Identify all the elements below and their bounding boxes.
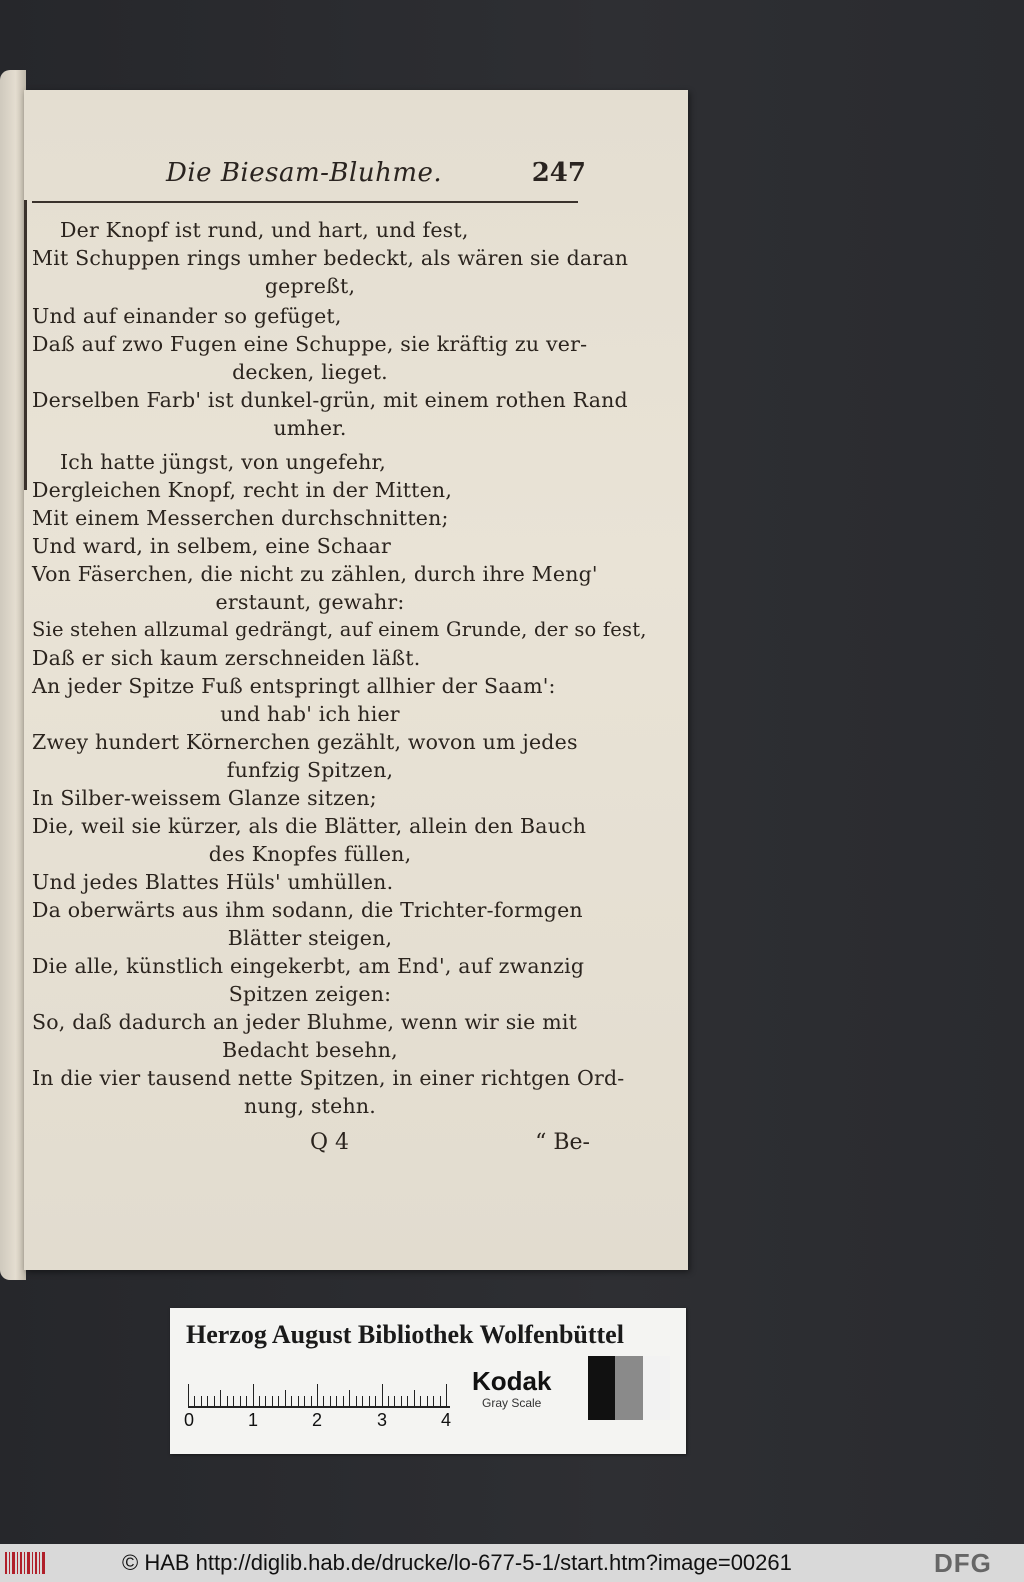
ruler-tick — [420, 1396, 421, 1406]
text-line: des Knopfes füllen, — [208, 842, 412, 866]
gray-swatch — [615, 1356, 642, 1420]
text-line: Von Fäserchen, die nicht zu zählen, durch ihre Meng' — [32, 562, 598, 586]
text-line: Mit Schuppen rings umher bedeckt, als wären sie daran — [32, 246, 629, 270]
ruler-tick — [298, 1396, 299, 1406]
ruler-tick — [440, 1396, 441, 1406]
ruler-tick — [304, 1396, 305, 1406]
ruler-tick — [336, 1396, 337, 1406]
ruler-label: 3 — [377, 1410, 388, 1430]
text-line: Bedacht besehn, — [222, 1038, 398, 1062]
text-line: Blätter steigen, — [227, 926, 393, 950]
ruler-tick — [259, 1396, 260, 1406]
ruler-tick — [291, 1396, 292, 1406]
text-line: Dergleichen Knopf, recht in der Mitten, — [32, 478, 453, 502]
ruler-tick — [188, 1384, 189, 1406]
kodak-logo: Kodak — [472, 1366, 552, 1396]
ruler-tick — [272, 1396, 273, 1406]
ruler-label: 4 — [441, 1410, 452, 1430]
text-line: Sie stehen allzumal gedrängt, auf einem Grunde, der so fest, — [32, 618, 647, 641]
text-line: Und auf einander so gefüget, — [32, 304, 342, 328]
text-line: Die, weil sie kürzer, als die Blätter, allein den Bauch — [32, 814, 587, 838]
ruler-tick — [375, 1396, 376, 1406]
ruler-label: 2 — [312, 1410, 323, 1430]
text-line: Die alle, künstlich eingekerbt, am End', auf zwanzig — [32, 954, 585, 978]
text-line: gepreßt, — [264, 274, 356, 298]
ruler-tick — [201, 1396, 202, 1406]
ruler-tick — [317, 1384, 318, 1406]
source-url: © HAB http://diglib.hab.de/drucke/lo-677-5-1/start.htm?image=00261 — [122, 1550, 792, 1575]
ruler-label: 1 — [248, 1410, 259, 1430]
text-line: nung, stehn. — [244, 1094, 376, 1118]
ruler-tick — [362, 1396, 363, 1406]
ruler-tick — [233, 1396, 234, 1406]
text-line: Spitzen zeigen: — [228, 982, 392, 1006]
ruler-tick — [214, 1396, 215, 1406]
page-header — [166, 158, 586, 198]
ruler-tick — [356, 1396, 357, 1406]
catchword: “ Be- — [535, 1130, 590, 1155]
dfg-logo: DFG — [934, 1548, 992, 1578]
ruler-tick — [194, 1396, 195, 1406]
ruler-tick — [427, 1396, 428, 1406]
ruler-tick — [407, 1396, 408, 1406]
ruler-tick — [278, 1396, 279, 1406]
ruler-tick — [265, 1396, 266, 1406]
ruler-tick — [394, 1396, 395, 1406]
text-line: Daß auf zwo Fugen eine Schuppe, sie kräftig zu ver- — [32, 332, 588, 356]
ruler-tick — [323, 1396, 324, 1406]
ruler-tick — [311, 1396, 312, 1406]
color-scale-card — [170, 1308, 686, 1454]
text-line: Ich hatte jüngst, von ungefehr, — [60, 450, 387, 474]
book-page — [24, 90, 688, 1270]
text-line: So, daß dadurch an jeder Bluhme, wenn wir sie mit — [32, 1010, 578, 1034]
ruler-tick — [433, 1396, 434, 1406]
ruler-baseline — [188, 1406, 450, 1408]
barcode-icon — [4, 1550, 48, 1576]
ruler-tick — [240, 1396, 241, 1406]
text-line: Und jedes Blattes Hüls' umhüllen. — [32, 870, 394, 894]
page-number: 247 — [531, 158, 586, 188]
text-line: Derselben Farb' ist dunkel-grün, mit einem rothen Rand — [32, 388, 628, 412]
ruler-tick — [414, 1390, 415, 1406]
text-line: decken, lieget. — [232, 360, 388, 384]
ruler-tick — [349, 1390, 350, 1406]
ruler-tick — [227, 1396, 228, 1406]
gray-swatch — [588, 1356, 615, 1420]
text-line: Zwey hundert Körnerchen gezählt, wovon um jedes — [32, 730, 578, 754]
text-line: Mit einem Messerchen durchschnitten; — [32, 506, 449, 530]
text-line: Und ward, in selbem, eine Schaar — [32, 534, 391, 558]
ruler-label: 0 — [184, 1410, 195, 1430]
text-line: und hab' ich hier — [220, 702, 400, 726]
text-line: An jeder Spitze Fuß entspringt allhier der Saam': — [32, 674, 556, 698]
ruler-tick — [388, 1396, 389, 1406]
ruler-tick — [369, 1396, 370, 1406]
ruler-tick — [330, 1396, 331, 1406]
text-line: erstaunt, gewahr: — [215, 590, 405, 614]
library-name: Herzog August Bibliothek Wolfenbüttel — [186, 1320, 624, 1349]
ruler-tick — [446, 1384, 447, 1406]
signature-mark: Q 4 — [310, 1130, 350, 1155]
centimeter-ruler — [184, 1370, 452, 1430]
ruler-tick — [207, 1396, 208, 1406]
header-rule — [32, 201, 578, 203]
text-line: Da oberwärts aus ihm sodann, die Trichter-formgen — [32, 898, 583, 922]
page-footer — [310, 1130, 590, 1164]
ruler-tick — [285, 1390, 286, 1406]
previous-page-edge — [0, 70, 26, 1280]
text-line: Daß er sich kaum zerschneiden läßt. — [32, 646, 421, 670]
ruler-tick — [220, 1390, 221, 1406]
text-line: In die vier tausend nette Spitzen, in einer richtgen Ord- — [32, 1066, 625, 1090]
ruler-tick — [246, 1396, 247, 1406]
ruler-tick — [382, 1384, 383, 1406]
text-line: Der Knopf ist rund, und hart, und fest, — [60, 218, 469, 242]
text-line: umher. — [273, 416, 347, 440]
gray-scale-label: Gray Scale — [482, 1396, 542, 1410]
text-line: In Silber-weissem Glanze sitzen; — [32, 786, 377, 810]
gray-swatch — [643, 1356, 670, 1420]
gray-swatches — [588, 1356, 670, 1420]
ruler-tick — [253, 1384, 254, 1406]
source-bar — [0, 1544, 1024, 1582]
ruler-tick — [401, 1396, 402, 1406]
margin-rule — [24, 200, 27, 490]
text-line: funfzig Spitzen, — [226, 758, 394, 782]
ruler-tick — [343, 1396, 344, 1406]
running-title: Die Biesam-Bluhme. — [166, 158, 443, 188]
